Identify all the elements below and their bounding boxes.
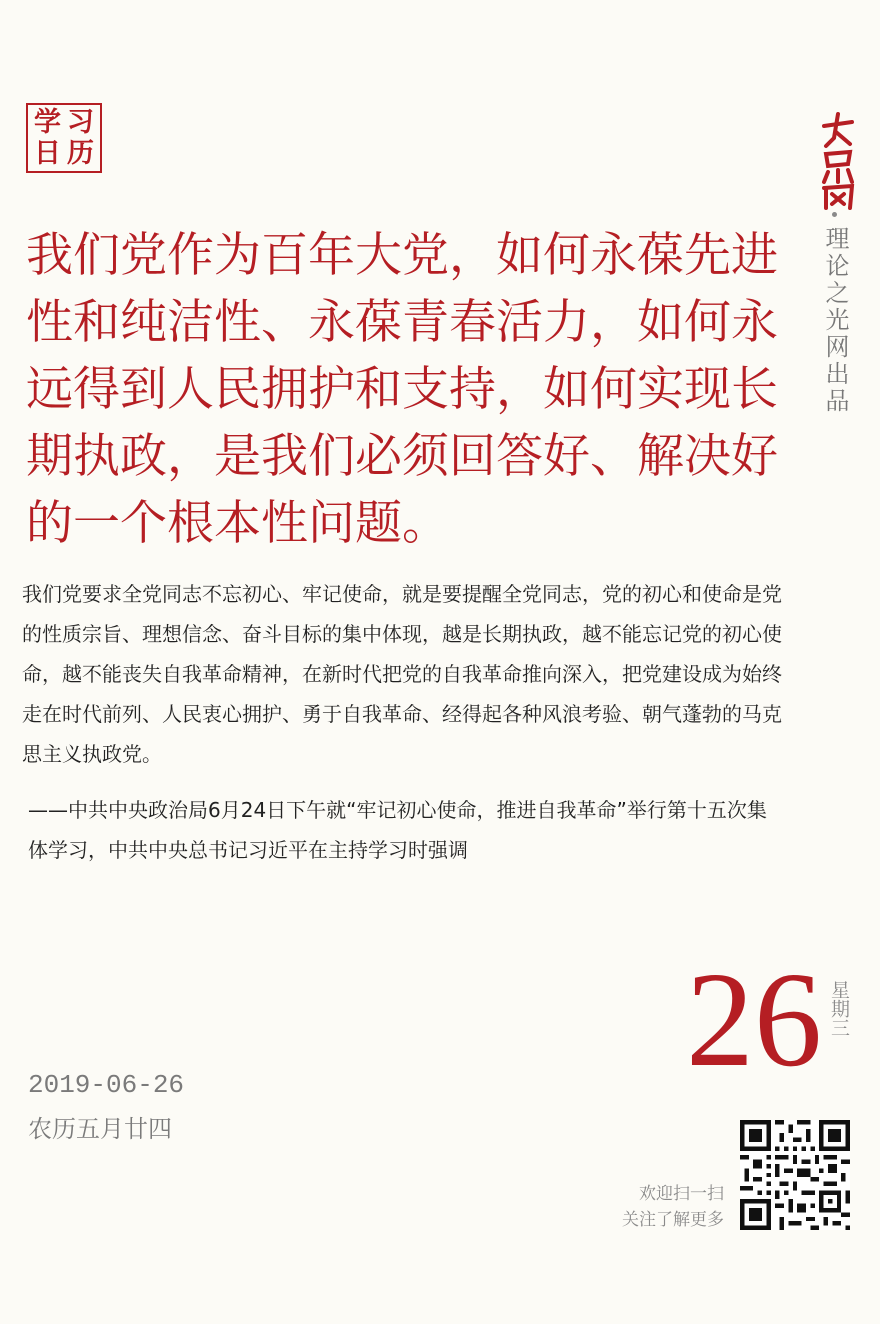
- badge-char-3: 日: [34, 138, 61, 169]
- dazhong-logo: [818, 112, 858, 212]
- day-number: 26: [686, 945, 822, 1095]
- quote-body: 我们党要求全党同志不忘初心、牢记使命，就是要提醒全党同志，党的初心和使命是党的性质宗旨、理想信念、奋斗目标的集中体现，越是长期执政，越不能忘记党的初心使命，越不能丧失自我革命精神，在新时代把党的自我革命推向深入，把党建设成为始终走在时代前列、人民衷心拥护、勇于自我革命、经得起各种风浪考验、朝气蓬勃的马克思主义执政党。: [22, 582, 782, 766]
- lunar-date: 农历五月廿四: [28, 1115, 172, 1143]
- quote-source: ——中共中央政治局6月24日下午就“牢记初心使命，推进自我革命”举行第十五次集体学习，中共中央总书记习近平在主持学习时强调: [28, 798, 767, 862]
- weekday-label: 星期三: [828, 980, 850, 1037]
- scan-prompt-line1: 欢迎扫一扫: [639, 1184, 724, 1204]
- scan-prompt-line2: 关注了解更多: [622, 1210, 724, 1230]
- gregorian-date: 2019-06-26: [28, 1070, 185, 1100]
- brand-separator-dot: [832, 212, 837, 217]
- badge-char-4: 历: [67, 138, 94, 169]
- headline-quote: 我们党作为百年大党，如何永葆先进性和纯洁性、永葆青春活力，如何永远得到人民拥护和支持，如何实现长期执政，是我们必须回答好、解决好的一个根本性问题。: [26, 228, 778, 551]
- badge-char-1: 学: [34, 107, 61, 138]
- brand-subtitle: 理论之光网出品: [821, 226, 849, 415]
- qr-code-icon[interactable]: [740, 1120, 850, 1230]
- badge-char-2: 习: [67, 107, 94, 138]
- study-calendar-badge: [26, 103, 102, 173]
